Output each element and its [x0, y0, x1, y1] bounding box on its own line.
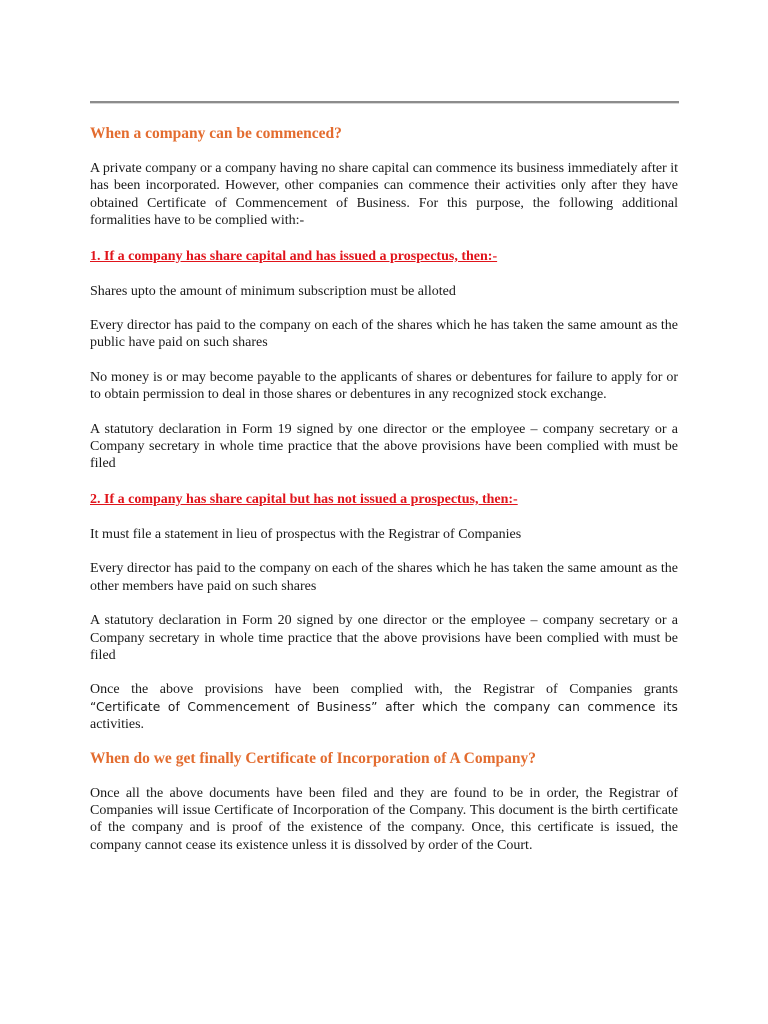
paragraph-certificate-line-2: “Certificate of Commencement of Business” after which the company can commence its: [90, 699, 678, 714]
paragraph-no-money-payable: No money is or may become payable to the applicants of shares or debentures for failure to apply for or to obtain permission to deal in those shares or debentures in any recognized stock exchange.: [90, 369, 678, 403]
paragraph-statement-in-lieu: It must file a statement in lieu of prospectus with the Registrar of Companies: [90, 526, 522, 542]
paragraph-minimum-subscription: Shares upto the amount of minimum subscription must be alloted: [90, 283, 456, 299]
heading-commencement: When a company can be commenced?: [90, 125, 342, 142]
paragraph-incorporation: Once all the above documents have been filed and they are found to be in order, the Registrar of Companies will issue Certificate of Incorporation of the Company. This document is the birth certificate of the company and is proof of the existence of the company. Once, this certificate is issued, the company cannot cease its existence unless it is dissolved by order of the Court.: [90, 785, 678, 853]
paragraph-form-20: A statutory declaration in Form 20 signed by one director or the employee – company secretary or a Company secretary in whole time practice that the above provisions have been complied with must be filed: [90, 613, 678, 663]
document-body: [90, 124, 678, 854]
paragraph-certificate-commencement: [90, 681, 678, 733]
paragraph-director-paid-public: Every director has paid to the company on each of the shares which he has taken the same amount as the public have paid on such shares: [90, 318, 678, 351]
subheading-without-prospectus: 2. If a company has share capital but has not issued a prospectus, then:-: [90, 491, 518, 507]
paragraph-certificate-line-3: activities.: [90, 717, 145, 733]
paragraph-certificate-line-1: Once the above provisions have been complied with, the Registrar of Companies grants: [90, 682, 678, 698]
paragraph-director-paid-members: Every director has paid to the company on each of the shares which he has taken the same amount as the other members have paid on such shares: [90, 561, 678, 594]
heading-certificate-incorporation: When do we get finally Certificate of Incorporation of A Company?: [90, 749, 537, 767]
subheading-with-prospectus: 1. If a company has share capital and has issued a prospectus, then:-: [90, 248, 498, 264]
paragraph-form-19: A statutory declaration in Form 19 signed by one director or the employee – company secretary or a Company secretary in whole time practice that the above provisions have been complied with must be filed: [90, 421, 678, 472]
paragraph-intro: A private company or a company having no share capital can commence its business immediately after it has been incorporated. However, other companies can commence their activities only after they have obtained Certificate of Commencement of Business. For this purpose, the following additional formalities have to be complied with:-: [90, 161, 678, 229]
top-divider: [90, 101, 679, 104]
